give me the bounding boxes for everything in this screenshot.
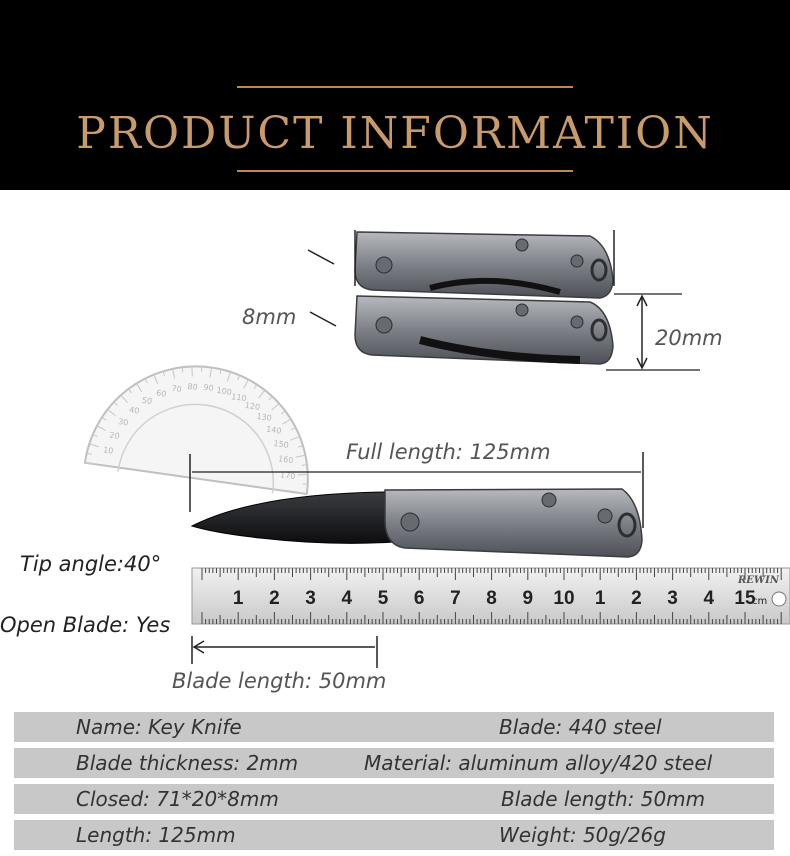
open-blade-label: Open Blade: Yes	[0, 613, 171, 637]
banner-top-rule	[237, 86, 573, 88]
protractor-label: 100	[216, 385, 233, 397]
svg-text:REWIN: REWIN	[738, 575, 779, 586]
thickness-arrow-bottom	[310, 312, 336, 326]
ruler-number: 15	[734, 588, 756, 609]
full-length-label: Full length: 125mm	[346, 440, 551, 464]
page-title: PRODUCT INFORMATION	[76, 108, 714, 159]
ruler-number: 2	[269, 588, 280, 609]
protractor-label: 70	[170, 383, 183, 395]
spec-name: Name: Key Knife	[76, 715, 242, 739]
ruler-number: 6	[413, 588, 425, 609]
ruler-unit: cm	[752, 596, 768, 607]
ruler-number: 1	[232, 588, 244, 609]
protractor-label: 10	[102, 445, 114, 456]
spec-material: Material: aluminum alloy/420 steel	[364, 751, 713, 775]
spec-row	[14, 748, 774, 778]
protractor-label: 160	[277, 454, 294, 466]
protractor-label: 110	[230, 392, 248, 404]
spec-blade: Blade: 440 steel	[499, 715, 662, 739]
spec-blade-thickness: Blade thickness: 2mm	[76, 751, 299, 775]
thickness-label: 8mm	[242, 305, 297, 329]
spec-row	[14, 712, 774, 742]
ruler-number: 5	[377, 588, 389, 609]
blade-length-label: Blade length: 50mm	[172, 669, 387, 693]
tip-angle-label: Tip angle:40°	[20, 552, 162, 576]
protractor-label: 130	[255, 411, 273, 423]
spec-table	[14, 712, 774, 856]
ruler-number: 3	[305, 588, 316, 609]
spec-row	[14, 784, 774, 814]
banner-bottom-rule	[237, 170, 573, 172]
protractor-label: 80	[186, 381, 199, 393]
protractor-label: 150	[272, 438, 290, 450]
protractor-label: 140	[265, 424, 282, 436]
spec-blade-length: Blade length: 50mm	[501, 787, 706, 811]
ruler-number: 7	[450, 588, 461, 609]
ruler-number: 8	[486, 588, 497, 609]
ruler-number: 9	[522, 588, 534, 609]
ruler-number: 1	[594, 588, 606, 609]
spec-row	[14, 820, 774, 850]
ruler-number: 3	[667, 588, 678, 609]
thickness-arrow-top	[308, 250, 334, 264]
protractor-label: 30	[117, 417, 129, 428]
spec-closed: Closed: 71*20*8mm	[76, 787, 279, 811]
ruler-number: 2	[631, 588, 642, 609]
protractor-label: 90	[202, 382, 215, 393]
open-knife	[192, 489, 642, 557]
ruler	[192, 568, 790, 624]
protractor-label: 20	[108, 430, 121, 441]
protractor-label: 40	[128, 405, 140, 416]
protractor	[85, 352, 322, 494]
spec-length: Length: 125mm	[76, 823, 236, 847]
ruler-number: 4	[703, 588, 715, 609]
protractor-label: 120	[244, 400, 261, 412]
ruler-number: 4	[341, 588, 353, 609]
width-label: 20mm	[655, 326, 723, 350]
protractor-label: 50	[141, 395, 153, 407]
closed-knife-bottom	[355, 296, 613, 364]
header-banner	[0, 0, 790, 190]
protractor-label: 170	[279, 470, 296, 482]
protractor-label: 60	[155, 388, 167, 399]
closed-knife-top	[355, 232, 613, 298]
ruler-number: 10	[553, 588, 575, 609]
spec-weight: Weight: 50g/26g	[499, 823, 666, 847]
